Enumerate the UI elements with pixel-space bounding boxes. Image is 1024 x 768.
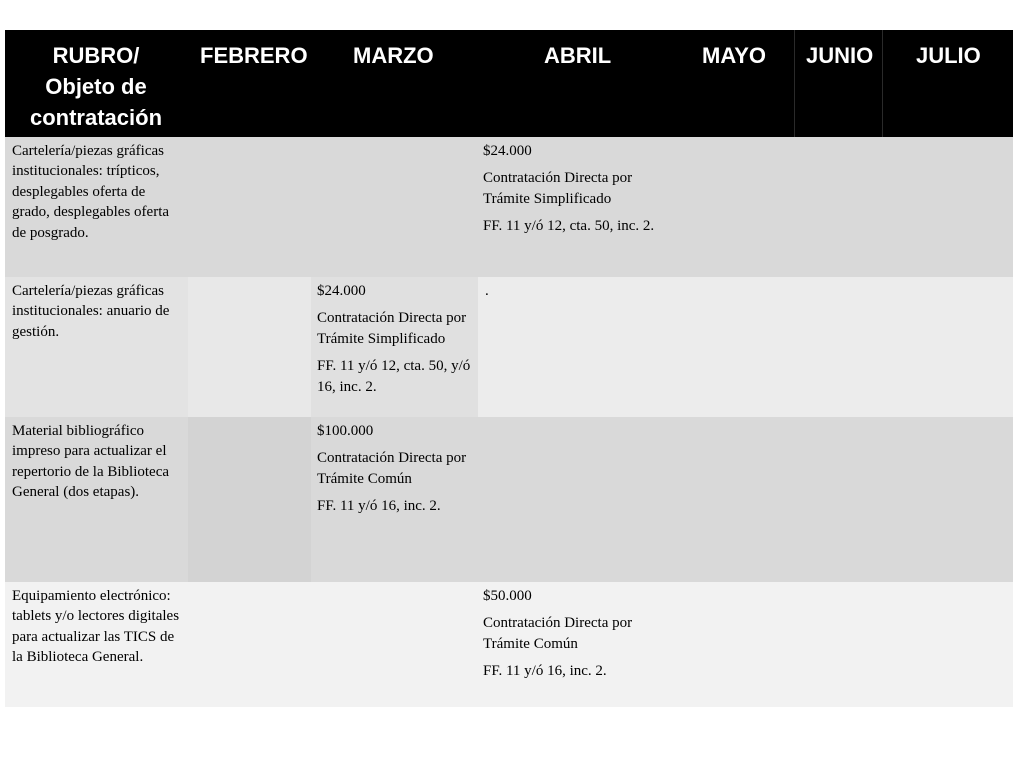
header-divider <box>882 30 883 137</box>
marzo-cell <box>317 421 477 524</box>
procurement-table <box>5 30 1013 707</box>
header-marzo: MARZO <box>353 43 434 68</box>
abril-cell <box>483 586 673 689</box>
header-febrero: FEBRERO <box>200 43 308 68</box>
contract-type: Contratación Directa por Trámite Simplificado <box>317 310 467 347</box>
empty-band <box>478 277 1013 417</box>
header-mayo: MAYO <box>702 43 766 68</box>
contract-type: Contratación Directa por Trámite Común <box>483 615 633 652</box>
header-junio: JUNIO <box>806 43 874 68</box>
header-rubro <box>5 40 187 133</box>
amount: $50.000 <box>483 588 532 604</box>
contract-type: Contratación Directa por Trámite Común <box>317 450 467 487</box>
table-row <box>5 582 1013 707</box>
rubro-cell: Cartelería/piezas gráficas institucionales: anuario de gestión. <box>12 283 170 340</box>
rubro-cell: Material bibliográfico impreso para actualizar el repertorio de la Biblioteca General (dos etapas). <box>12 423 170 501</box>
amount: $24.000 <box>317 283 366 299</box>
table-header <box>5 30 1013 137</box>
table-row <box>5 417 1013 582</box>
header-divider <box>794 30 795 137</box>
header-rubro-line-2: Objeto de <box>45 74 147 99</box>
amount: $24.000 <box>483 143 532 159</box>
table-row <box>5 277 1013 417</box>
marzo-cell <box>317 281 477 404</box>
contract-type: Contratación Directa por Trámite Simplificado <box>483 170 633 207</box>
header-julio: JULIO <box>916 43 981 68</box>
rubro-cell: Equipamiento electrónico: tablets y/o lectores digitales para actualizar las TICS de la Biblioteca General. <box>12 588 180 666</box>
funding-source: FF. 11 y/ó 16, inc. 2. <box>317 498 441 515</box>
funding-source: FF. 11 y/ó 16, inc. 2. <box>483 663 607 680</box>
funding-source: FF. 11 y/ó 12, cta. 50, inc. 2. <box>483 218 655 235</box>
abril-cell <box>483 141 673 244</box>
header-rubro-line-3: contratación <box>29 105 163 130</box>
funding-source: FF. 11 y/ó 12, cta. 50, y/ó 16, inc. 2. <box>317 358 471 395</box>
rubro-cell: Cartelería/piezas gráficas institucionales: trípticos, desplegables oferta de grado, desplegables oferta de posgrado. <box>12 143 170 241</box>
abril-note: . <box>485 283 489 299</box>
febrero-band <box>188 277 311 417</box>
header-rubro-line-1: RUBRO/ <box>52 43 140 68</box>
table-row <box>5 137 1013 277</box>
amount: $100.000 <box>317 423 374 439</box>
header-abril: ABRIL <box>544 43 612 68</box>
febrero-band <box>188 417 311 582</box>
